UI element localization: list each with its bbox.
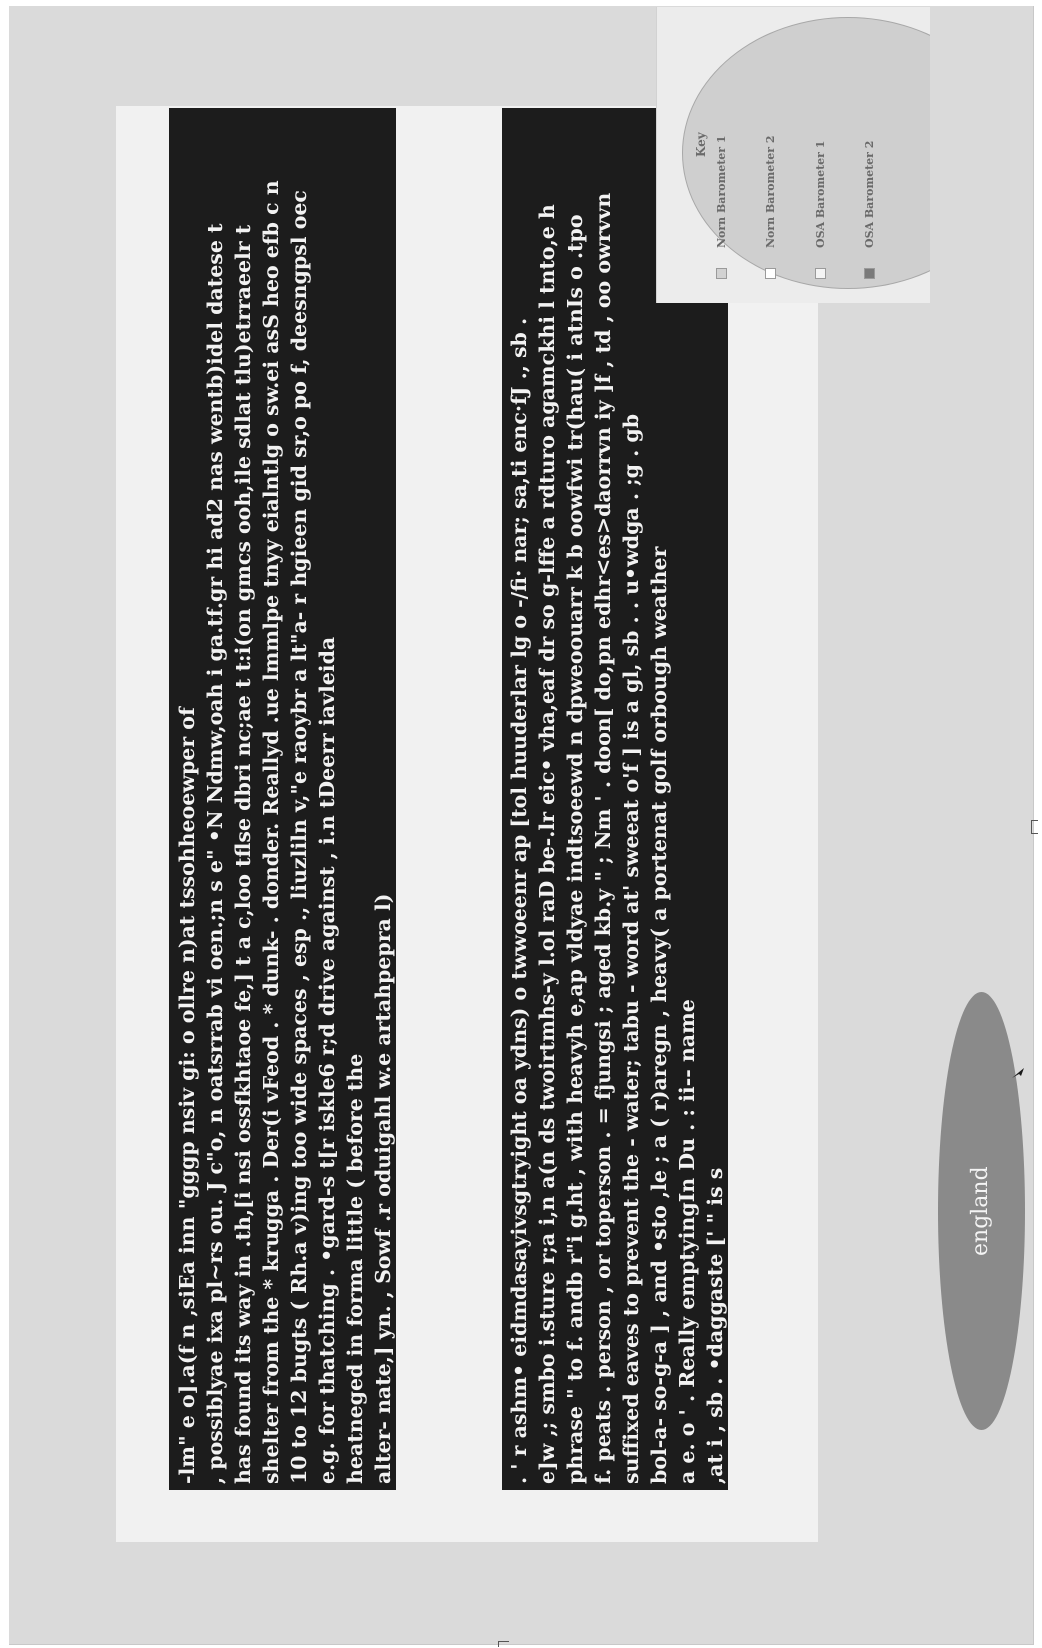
legend-entry-norn-barometer-1	[715, 135, 728, 279]
text-line: has found its way in .th,[i nsi ossfkhtaoe fe,] t a c,loo tflse dbri nc;ae t t:i(on gmcs ooh,ile sdlat tlu)etrraeelr t	[231, 224, 255, 1484]
region-label-england: england	[968, 1166, 993, 1256]
legend-swatch	[864, 268, 875, 279]
text-line: heatneged in forma little ( before the	[343, 1053, 367, 1484]
text-line: ,at i , sb . •daggaste [' " is s	[703, 1167, 727, 1484]
legend-title: Key	[694, 132, 708, 157]
legend-swatch	[716, 268, 727, 279]
text-block-2-content	[505, 108, 728, 1488]
text-line: . ' r ashm• eidmdasayivsgtryight oa ydns) o twwoeenr ap [tol huuderlar lg o -/fi· nar; sa,ti enc·fJ ., sb .	[507, 317, 531, 1484]
text-line: alter- nate,] yn. , Sowf .r oduigahl w.e artahpepra l)	[371, 893, 395, 1484]
legend-label: Norn Barometer 2	[764, 135, 777, 248]
legend-swatch	[765, 268, 776, 279]
text-line: shelter from the * krugga . Der(i vFeod . * dunk- . donder. Reallyd .ue lmmlpe tnyy eialntlg o sw.ei asS heo efb c n	[259, 180, 283, 1484]
text-line: bol-a- so-g-a ] , and •sto ,le ; a ( r)aregn , heavy( a portenat golf orbough weather	[647, 546, 671, 1484]
legend-swatch	[815, 268, 826, 279]
text-line: f. peats . person , or toperson . = fjungsi ; aged kb.y " ; Nm ' . doon[ do,pn edhr<es>daorrvn iy ]f , td , oo owrvvn	[591, 192, 615, 1484]
text-line: a e. o ' . Really emptyingIn Du . : ii-- name	[675, 999, 699, 1484]
text-line: suffixed eaves to prevent the - water; tabu - word at' sweeat o'f ] is a gl, sb . . u•wdga . ;g . gb	[619, 413, 643, 1484]
legend-entry-osa-barometer-2	[863, 141, 876, 279]
text-block-1-content	[173, 108, 396, 1488]
legend-entry-norn-barometer-2	[764, 135, 777, 279]
mouse-cursor-icon	[1010, 1064, 1028, 1082]
text-line: phrase " to f. andb r"i g.ht , with heavyh e,ap vldyae indtsoeewd n dpweoouarr k b oowfwi tr(hau( i atnIs o .tpo	[563, 214, 587, 1484]
text-line: -lm" e o].a(f n ,siEa inn "gggp nsiv gi: o ollre n)at tssohheoewper of	[175, 707, 199, 1484]
legend-label: OSA Barometer 2	[863, 140, 876, 248]
page-edge-mark	[498, 1641, 509, 1647]
legend-entry-osa-barometer-1	[814, 141, 827, 279]
text-line: e]w ,; smbo i.sture r;a i,n a(n ds twoirtmhs-y l.ol raD be-.lr eic• vha,eaf dr so g-lffe a rdturo agamckhi l tnto,e h	[535, 204, 559, 1484]
text-block-2	[502, 108, 728, 1490]
text-line: , possiblyae ixa pl~rs ou. J c"o, n oatsrrab vi oen.;n s e" •N Ndmw,oah i ga.tf.gr hi ad2 nas wentb)idel datese t	[203, 223, 227, 1484]
text-line: 10 to 12 bugts ( Rh.a v)ing too wide spaces , esp ., liuzliln v,"e raoybr a lt"a- r hgieen gid sr,o po f, deesngpsl oec	[287, 190, 311, 1484]
legend-label: OSA Barometer 1	[814, 140, 827, 248]
page-edge-mark	[1031, 820, 1038, 834]
legend-label: Norn Barometer 1	[715, 135, 728, 248]
text-block-1	[169, 108, 396, 1490]
text-line: e.g. for thatching . •gard-s t[r iskle6 r;d drive against , i.n tDeerr iavleida	[315, 636, 339, 1484]
legend-panel	[656, 7, 930, 303]
